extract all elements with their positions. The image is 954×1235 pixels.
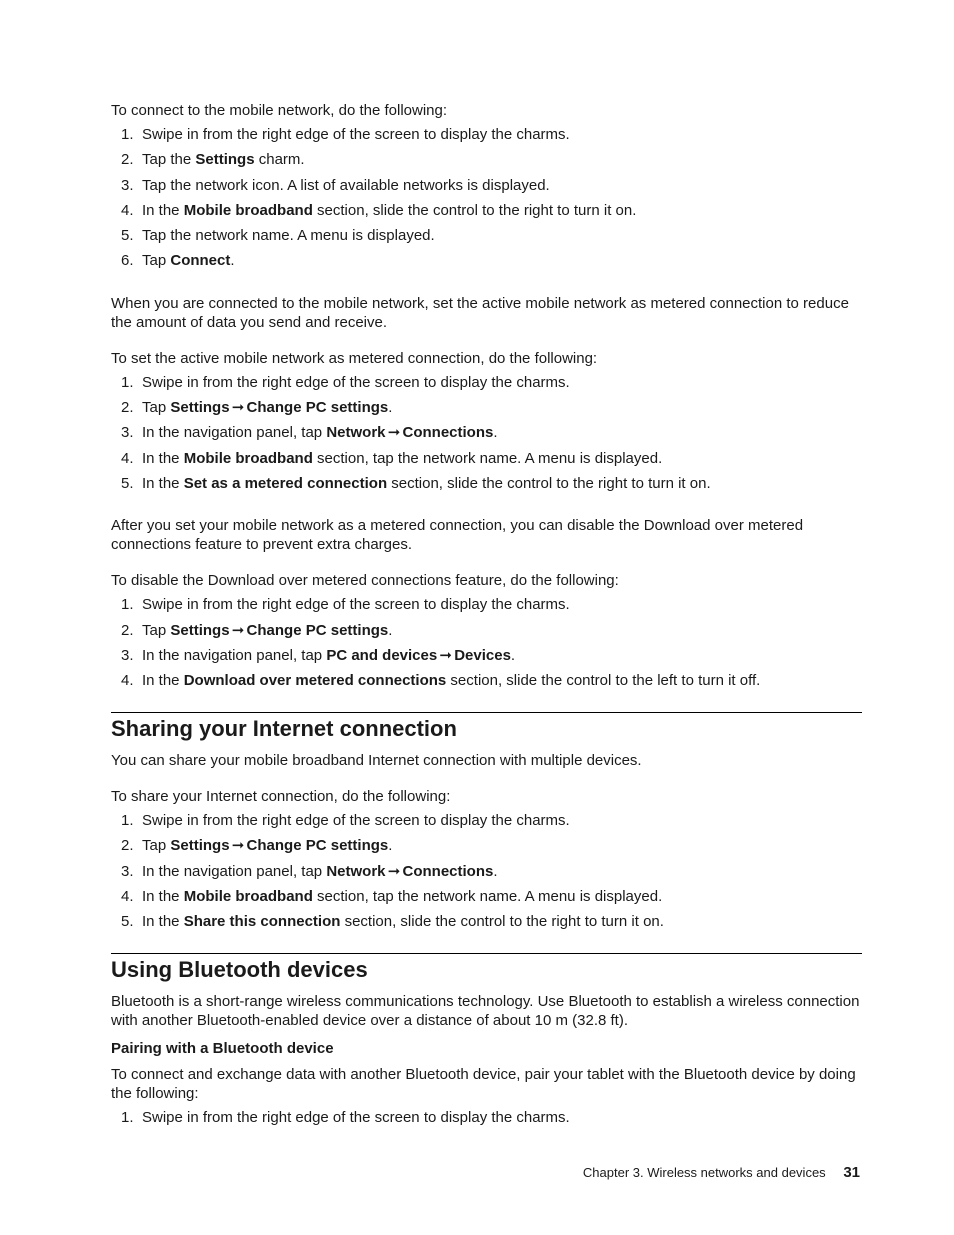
list-item: 5. In the Set as a metered connection section, slide the control to the right to turn it on. [121,474,711,492]
steps-disable-download [111,595,862,690]
intro-disable-download: To disable the Download over metered connections feature, do the following: [111,572,619,590]
paragraph-bluetooth: Bluetooth is a short-range wireless communications technology. Use Bluetooth to establish a wireless connection with another Bluetooth-enabled device over a distance of about 10 m (32.8 ft). [111,993,860,1030]
page-number: 31 [843,1164,860,1181]
list-item: 3. Tap the network icon. A list of available networks is displayed. [121,176,550,194]
intro-pairing: To connect and exchange data with another Bluetooth device, pair your tablet with the Bluetooth device by doing the following: [111,1066,856,1103]
list-item: 1. Swipe in from the right edge of the screen to display the charms. [121,373,570,391]
paragraph-disable-download: After you set your mobile network as a metered connection, you can disable the Download over metered connections feature to prevent extra charges. [111,517,804,554]
list-item: 4. In the Mobile broadband section, slide the control to the right to turn it on. [121,201,637,219]
page-footer [583,1164,860,1181]
list-item: 3. In the navigation panel, tap Network ➞ Connections. [121,862,498,880]
list-item: 5. In the Share this connection section, slide the control to the right to turn it on. [121,913,664,931]
list-item: 1. Swipe in from the right edge of the screen to display the charms. [121,596,570,614]
list-item: 4. In the Mobile broadband section, tap the network name. A menu is displayed. [121,449,663,467]
list-item: 3. In the navigation panel, tap Network ➞ Connections. [121,424,498,442]
list-item: 2. Tap Settings ➞ Change PC settings. [121,399,393,417]
list-item: 1. Swipe in from the right edge of the screen to display the charms. [121,126,570,143]
list-item: 2. Tap Settings ➞ Change PC settings. [121,621,393,639]
steps-sharing [111,811,862,931]
section-sharing [111,712,862,931]
arrow-icon: ➞ [387,862,401,880]
arrow-icon: ➞ [231,837,245,855]
intro-sharing: To share your Internet connection, do the following: [111,788,451,806]
list-item: 4. In the Mobile broadband section, tap the network name. A menu is displayed. [121,888,663,906]
steps-connect-mobile [111,125,862,270]
arrow-icon: ➞ [439,646,452,664]
section-bluetooth [111,953,862,1127]
list-item: 6. Tap Connect. [121,252,235,270]
subheading-pairing: Pairing with a Bluetooth device [111,1040,334,1058]
steps-pairing [111,1108,862,1127]
list-item: 1. Swipe in from the right edge of the screen to display the charms. [121,812,570,830]
intro-set-metered: To set the active mobile network as metered connection, do the following: [111,349,598,367]
chapter-label: Chapter 3. Wireless networks and devices [582,1165,826,1180]
section-heading-sharing: Sharing your Internet connection [111,716,457,742]
list-item: 2. Tap Settings ➞ Change PC settings. [121,837,393,855]
list-item: 5. Tap the network name. A menu is displayed. [121,227,435,245]
intro-mobile-network: To connect to the mobile network, do the following: [111,102,448,119]
arrow-icon: ➞ [231,621,245,639]
paragraph-metered: When you are connected to the mobile network, set the active mobile network as metered connection to reduce the amount of data you send and receive. [111,294,849,331]
list-item: 1. Swipe in from the right edge of the screen to display the charms. [121,1109,570,1127]
arrow-icon: ➞ [231,399,245,417]
list-item: 4. In the Download over metered connections section, slide the control to the left to turn it off. [121,672,761,690]
section-heading-bluetooth: Using Bluetooth devices [111,957,368,983]
paragraph-sharing: You can share your mobile broadband Internet connection with multiple devices. [111,752,642,770]
steps-set-metered [111,373,862,493]
page-content [111,101,862,1134]
list-item: 2. Tap the Settings charm. [121,151,305,169]
list-item: 3. In the navigation panel, tap PC and devices ➞ Devices. [121,646,516,664]
arrow-icon: ➞ [387,424,401,442]
